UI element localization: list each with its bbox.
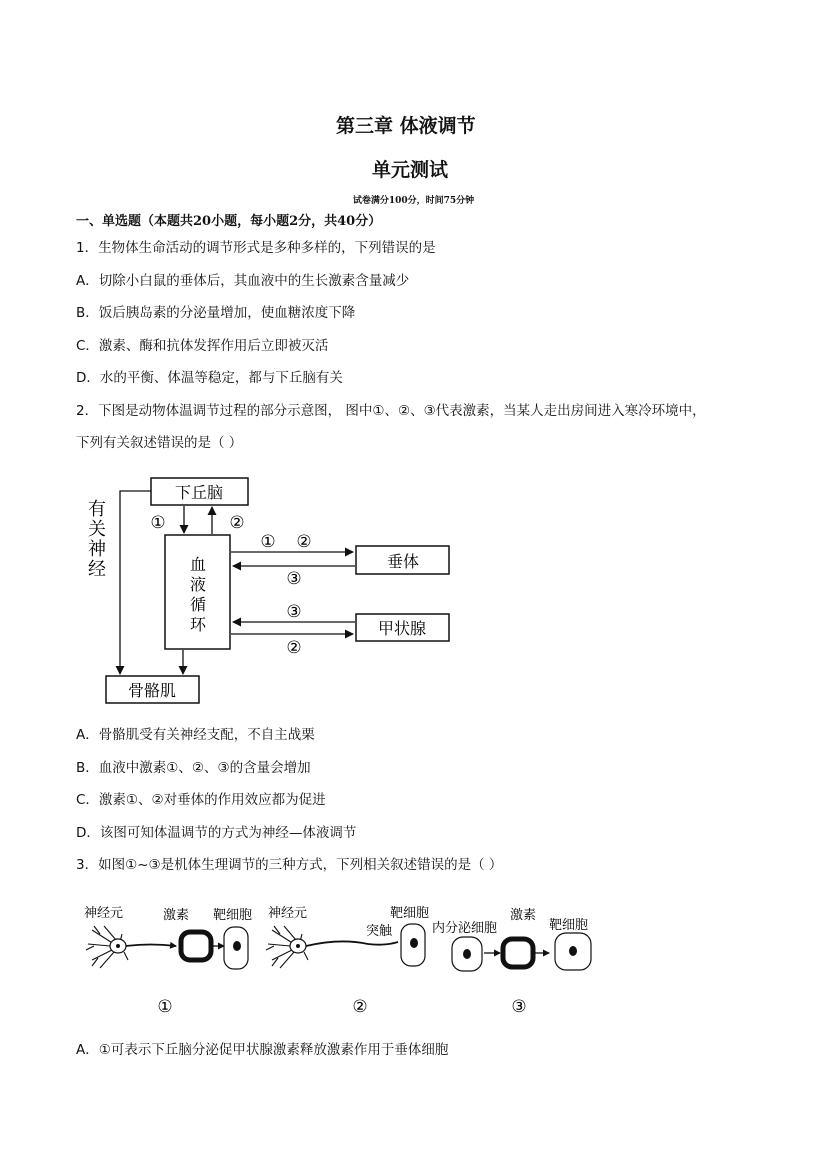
- question-1-option-a: A．切除小白鼠的垂体后，其血液中的生长激素含量减少: [76, 273, 410, 289]
- question-3-option-a: A．①可表示下丘脑分泌促甲状腺激素释放激素作用于垂体细胞: [76, 1042, 449, 1058]
- p2-synapse-label: 突触: [366, 924, 393, 939]
- question-2-option-a: A．骨骼肌受有关神经支配，不自主战栗: [76, 727, 315, 743]
- marker-2-top: ②: [229, 513, 245, 533]
- question-2-stem: 2．下图是动物体温调节过程的部分示意图， 图中①、②、③代表激素，当某人走出房间进入寒冷环境中，: [76, 403, 706, 419]
- question-1-option-b: B．饭后胰岛素的分泌量增加，使血糖浓度下降: [76, 305, 356, 321]
- pituitary-label: 垂体: [386, 552, 420, 571]
- nerve-char-3: 神: [88, 539, 106, 560]
- blood-char-1: 血: [189, 555, 207, 574]
- nerve-char-4: 经: [88, 559, 106, 580]
- marker-2-thyroid: ②: [286, 638, 302, 658]
- chapter-title: 第三章 体液调节: [336, 115, 476, 137]
- blood-char-3: 循: [189, 595, 207, 614]
- nerve-pathway-line: [120, 491, 151, 674]
- question-2-option-c: C．激素①、②对垂体的作用效应都为促进: [76, 792, 326, 808]
- p2-neuron-label: 神经元: [268, 906, 308, 921]
- p1-number: ①: [157, 997, 173, 1017]
- question-2-option-b: B．血液中激素①、②、③的含量会增加: [76, 760, 311, 776]
- p3-endocrine-label: 内分泌细胞: [432, 921, 498, 936]
- nerve-char-1: 有: [88, 499, 106, 520]
- question-1-stem: 1．生物体生命活动的调节形式是多种多样的，下列错误的是: [76, 240, 436, 256]
- unit-test-title: 单元测试: [372, 159, 449, 181]
- nerve-char-2: 关: [88, 519, 106, 540]
- p2-axon: [306, 941, 398, 946]
- marker-3-pituitary: ③: [286, 569, 302, 589]
- regulation-modes-diagram: [0, 890, 827, 1040]
- p1-target-label: 靶细胞: [213, 908, 253, 923]
- thyroid-label: 甲状腺: [377, 619, 427, 638]
- p3-number: ③: [511, 997, 527, 1017]
- skeletal-muscle-label: 骨骼肌: [127, 681, 177, 700]
- question-1-option-d: D．水的平衡、体温等稳定，都与下丘脑有关: [76, 370, 343, 386]
- question-3-stem: 3．如图①~③是机体生理调节的三种方式，下列相关叙述错误的是（ ）: [76, 857, 503, 873]
- p3-hormone-icon: [503, 939, 533, 967]
- blood-char-2: 液: [189, 575, 207, 594]
- blood-char-4: 环: [189, 615, 207, 634]
- p1-axon: [126, 945, 176, 947]
- hypothalamus-label: 下丘脑: [174, 483, 224, 502]
- p2-target-label: 靶细胞: [390, 906, 430, 921]
- question-2-option-d: D．该图可知体温调节的方式为神经—体液调节: [76, 825, 357, 841]
- p1-hormone-icon: [181, 932, 211, 960]
- marker-1-pituitary: ①: [260, 532, 276, 552]
- exam-info: 试卷满分100分，时间75分钟: [352, 196, 475, 206]
- marker-1-top: ①: [150, 513, 166, 533]
- p2-number: ②: [352, 997, 368, 1017]
- question-1-option-c: C．激素、酶和抗体发挥作用后立即被灭活: [76, 338, 329, 354]
- p1-hormone-label: 激素: [163, 908, 190, 923]
- p3-target-label: 靶细胞: [549, 918, 589, 933]
- p3-hormone-label: 激素: [510, 908, 537, 923]
- marker-3-thyroid: ③: [286, 602, 302, 622]
- marker-2-pituitary: ②: [296, 532, 312, 552]
- section-heading: 一、单选题（本题共20小题，每小题2分，共40分）: [76, 214, 382, 229]
- thermoregulation-diagram: [0, 462, 827, 722]
- question-2-stem-cont: 下列有关叙述错误的是（ ）: [76, 435, 243, 451]
- p1-neuron-label: 神经元: [84, 906, 124, 921]
